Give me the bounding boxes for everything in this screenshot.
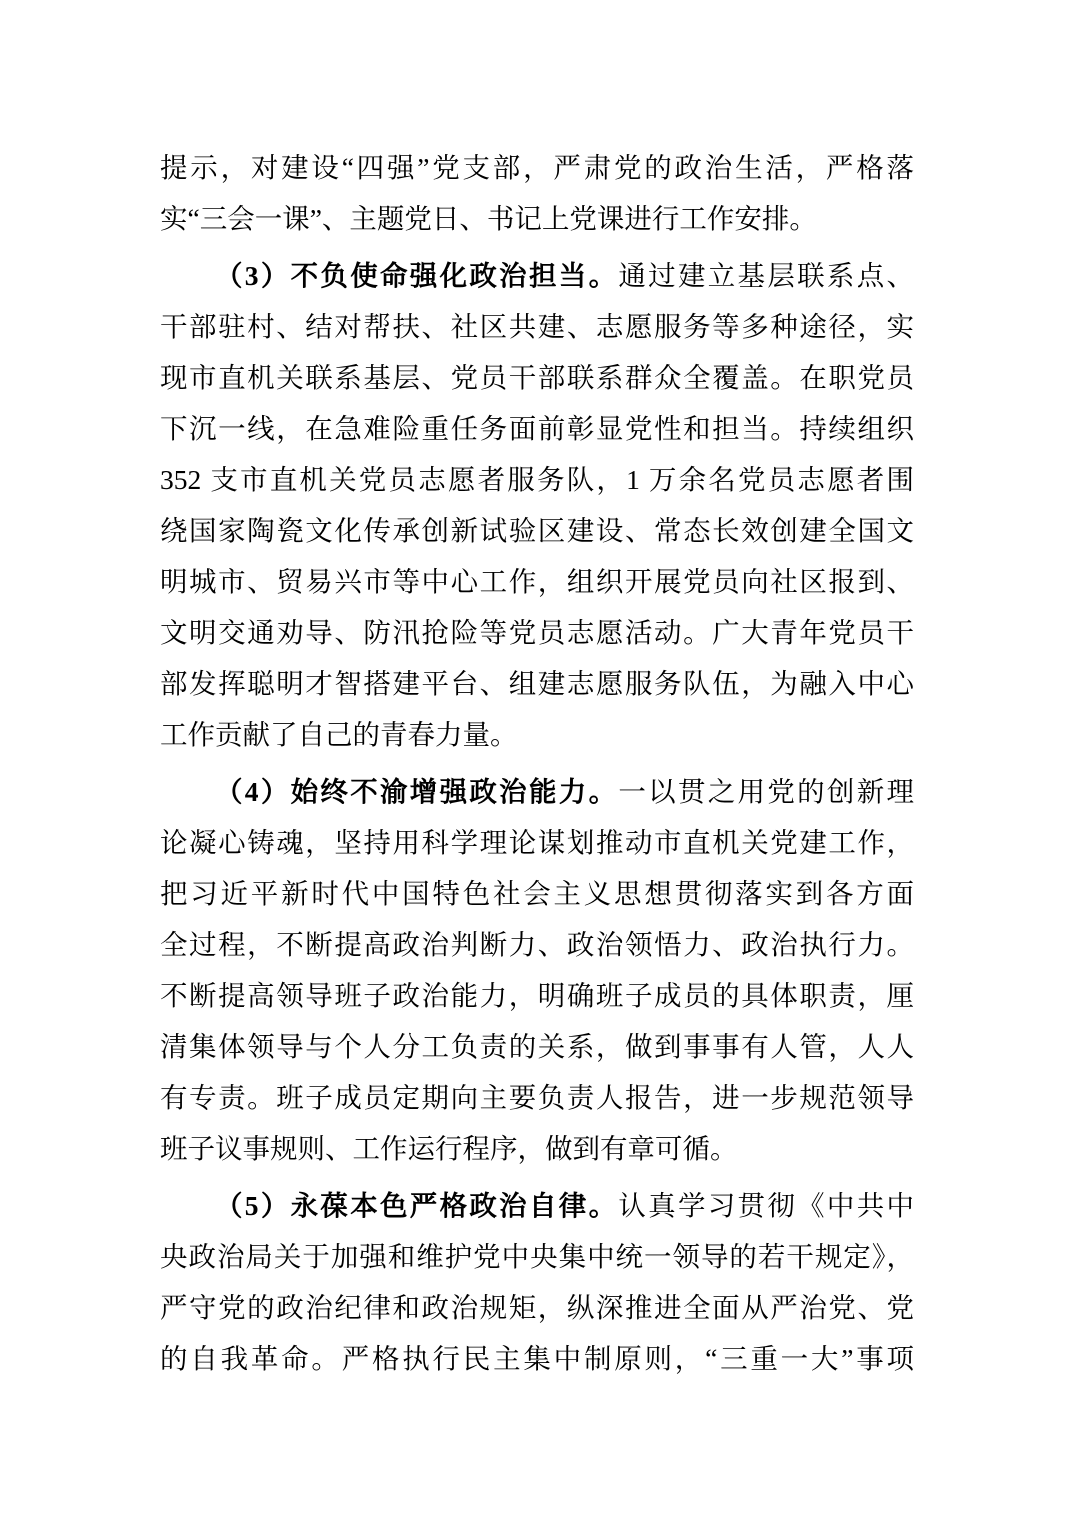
text-line: 严守党的政治纪律和政治规矩，纵深推进全面从严治党、党 bbox=[160, 1292, 914, 1323]
text-line: 清集体领导与个人分工负责的关系，做到事事有人管，人人 bbox=[160, 1031, 914, 1062]
text-line: 实“三会一课”、主题党日、书记上党课进行工作安排。 bbox=[160, 203, 817, 234]
text-line: 论凝心铸魂，坚持用科学理论谋划推动市直机关党建工作， bbox=[160, 827, 914, 858]
document-body bbox=[160, 142, 914, 1384]
paragraph-heading: （5）永葆本色严格政治自律。 bbox=[215, 1190, 619, 1221]
text-line: 干部驻村、结对帮扶、社区共建、志愿服务等多种途径，实 bbox=[160, 311, 914, 342]
text-line: 文明交通劝导、防汛抢险等党员志愿活动。广大青年党员干 bbox=[160, 617, 914, 648]
paragraph bbox=[160, 142, 914, 244]
text-line: （4）始终不渝增强政治能力。一以贯之用党的创新理 bbox=[215, 776, 914, 807]
text-line: 工作贡献了自己的青春力量。 bbox=[160, 719, 518, 750]
text-line: （3）不负使命强化政治担当。通过建立基层联系点、 bbox=[215, 260, 914, 291]
text-line: 352 支市直机关党员志愿者服务队，1 万余名党员志愿者围 bbox=[160, 464, 914, 495]
text-line: 央政治局关于加强和维护党中央集中统一领导的若干规定》， bbox=[160, 1241, 914, 1272]
paragraph-heading: （3）不负使命强化政治担当。 bbox=[215, 260, 619, 291]
text-line: 现市直机关联系基层、党员干部联系群众全覆盖。在职党员 bbox=[160, 362, 914, 393]
text-line: 绕国家陶瓷文化传承创新试验区建设、常态长效创建全国文 bbox=[160, 515, 914, 546]
text-line: （5）永葆本色严格政治自律。认真学习贯彻《中共中 bbox=[215, 1190, 914, 1221]
text-line: 把习近平新时代中国特色社会主义思想贯彻落实到各方面 bbox=[160, 878, 914, 909]
text-line: 下沉一线，在急难险重任务面前彰显党性和担当。持续组织 bbox=[160, 413, 914, 444]
text-line: 全过程，不断提高政治判断力、政治领悟力、政治执行力。 bbox=[160, 929, 914, 960]
paragraph-heading: （4）始终不渝增强政治能力。 bbox=[215, 776, 619, 807]
text-line: 不断提高领导班子政治能力，明确班子成员的具体职责，厘 bbox=[160, 980, 914, 1011]
text-line: 提示，对建设“四强”党支部，严肃党的政治生活，严格落 bbox=[160, 152, 914, 183]
text-line: 班子议事规则、工作运行程序，做到有章可循。 bbox=[160, 1133, 738, 1164]
paragraph bbox=[160, 250, 914, 760]
paragraph bbox=[160, 1180, 914, 1384]
text-line: 部发挥聪明才智搭建平台、组建志愿服务队伍，为融入中心 bbox=[160, 668, 914, 699]
text-line: 有专责。班子成员定期向主要负责人报告，进一步规范领导 bbox=[160, 1082, 914, 1113]
text-line: 明城市、贸易兴市等中心工作，组织开展党员向社区报到、 bbox=[160, 566, 914, 597]
text-line: 的自我革命。严格执行民主集中制原则，“三重一大”事项 bbox=[160, 1343, 914, 1374]
paragraph bbox=[160, 766, 914, 1174]
